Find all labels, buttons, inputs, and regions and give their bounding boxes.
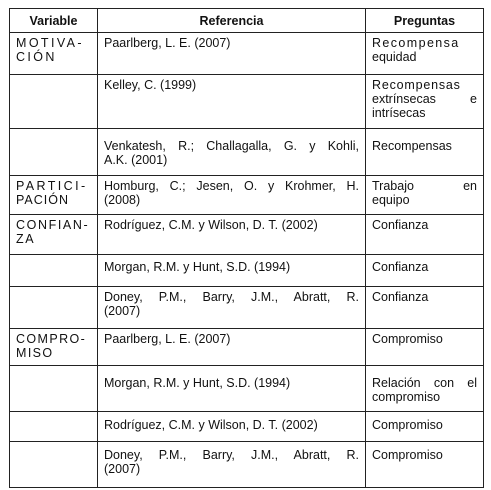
question-line: Confianza bbox=[372, 289, 429, 304]
reference-cell bbox=[98, 175, 366, 215]
reference-cell bbox=[98, 366, 366, 412]
question-line: Recompensas bbox=[372, 77, 461, 92]
table-row bbox=[10, 366, 484, 412]
question-cell bbox=[366, 255, 484, 286]
reference-cell bbox=[98, 286, 366, 328]
table-row bbox=[10, 441, 484, 487]
variable-cell bbox=[10, 33, 98, 75]
question-cell bbox=[366, 441, 484, 487]
header-preguntas: Preguntas bbox=[366, 9, 484, 33]
reference-line: Doney, P.M., Barry, J.M., Abratt, R. bbox=[104, 447, 359, 462]
variable-line: CONFIAN- bbox=[16, 218, 90, 233]
reference-line: Doney, P.M., Barry, J.M., Abratt, R. bbox=[104, 289, 359, 304]
references-table bbox=[9, 8, 484, 488]
reference-line: Rodríguez, C.M. y Wilson, D. T. (2002) bbox=[104, 418, 318, 433]
reference-line: (2008) bbox=[104, 192, 141, 207]
reference-line: Venkatesh, R.; Challagalla, G. y Kohli, bbox=[104, 139, 359, 154]
variable-cell bbox=[10, 255, 98, 286]
variable-cell bbox=[10, 412, 98, 441]
variable-cell bbox=[10, 286, 98, 328]
table-row bbox=[10, 255, 484, 286]
question-line: Recompensa bbox=[372, 36, 460, 50]
question-line: Recompensas bbox=[372, 139, 452, 154]
question-line: intrísecas bbox=[372, 105, 426, 120]
question-line: Compromiso bbox=[372, 331, 443, 346]
table-row bbox=[10, 33, 484, 75]
table-row bbox=[10, 175, 484, 215]
question-line: equidad bbox=[372, 50, 417, 64]
question-cell bbox=[366, 74, 484, 129]
reference-cell bbox=[98, 33, 366, 75]
reference-cell bbox=[98, 255, 366, 286]
header-row bbox=[10, 9, 484, 33]
variable-line: MOTIVA- bbox=[16, 36, 84, 50]
reference-line: (2007) bbox=[104, 461, 141, 476]
question-cell bbox=[366, 366, 484, 412]
header-variable: Variable bbox=[10, 9, 98, 33]
variable-line: CIÓN bbox=[16, 50, 57, 64]
reference-line: Kelley, C. (1999) bbox=[104, 77, 197, 92]
question-cell bbox=[366, 286, 484, 328]
variable-line: ZA bbox=[16, 232, 36, 247]
reference-cell bbox=[98, 328, 366, 366]
question-line: Compromiso bbox=[372, 418, 443, 433]
variable-cell bbox=[10, 215, 98, 255]
table-row bbox=[10, 74, 484, 129]
reference-line: Paarlberg, L. E. (2007) bbox=[104, 331, 231, 346]
table-row bbox=[10, 328, 484, 366]
question-line: compromiso bbox=[372, 390, 441, 405]
question-cell bbox=[366, 33, 484, 75]
question-line: Confianza bbox=[372, 260, 429, 275]
table-row bbox=[10, 215, 484, 255]
question-line: extrínsecas e bbox=[372, 91, 477, 106]
question-cell bbox=[366, 412, 484, 441]
question-cell bbox=[366, 328, 484, 366]
reference-line: Rodríguez, C.M. y Wilson, D. T. (2002) bbox=[104, 218, 318, 233]
reference-cell bbox=[98, 412, 366, 441]
reference-line: (2007) bbox=[104, 303, 141, 318]
variable-cell bbox=[10, 328, 98, 366]
question-line: Compromiso bbox=[372, 447, 443, 462]
reference-cell bbox=[98, 74, 366, 129]
reference-line: Morgan, R.M. y Hunt, S.D. (1994) bbox=[104, 376, 291, 391]
reference-line: A.K. (2001) bbox=[104, 153, 168, 168]
question-cell bbox=[366, 129, 484, 175]
variable-cell bbox=[10, 74, 98, 129]
reference-cell bbox=[98, 441, 366, 487]
table-row bbox=[10, 286, 484, 328]
variable-line: PARTICI- bbox=[16, 178, 88, 193]
question-line: Confianza bbox=[372, 218, 429, 233]
question-line: equipo bbox=[372, 192, 410, 207]
variable-cell bbox=[10, 441, 98, 487]
variable-line: PACIÓN bbox=[16, 192, 69, 207]
reference-line: Paarlberg, L. E. (2007) bbox=[104, 36, 231, 50]
table-row bbox=[10, 412, 484, 441]
variable-cell bbox=[10, 129, 98, 175]
reference-cell bbox=[98, 129, 366, 175]
question-cell bbox=[366, 175, 484, 215]
header-referencia: Referencia bbox=[98, 9, 366, 33]
variable-line: MISO bbox=[16, 345, 54, 360]
variable-cell bbox=[10, 175, 98, 215]
question-cell bbox=[366, 215, 484, 255]
reference-cell bbox=[98, 215, 366, 255]
question-line: Trabajo en bbox=[372, 178, 477, 193]
variable-cell bbox=[10, 366, 98, 412]
question-line: Relación con el bbox=[372, 376, 477, 391]
table-row bbox=[10, 129, 484, 175]
variable-line: COMPRO- bbox=[16, 331, 87, 346]
reference-line: Homburg, C.; Jesen, O. y Krohmer, H. bbox=[104, 178, 359, 193]
reference-line: Morgan, R.M. y Hunt, S.D. (1994) bbox=[104, 260, 291, 275]
